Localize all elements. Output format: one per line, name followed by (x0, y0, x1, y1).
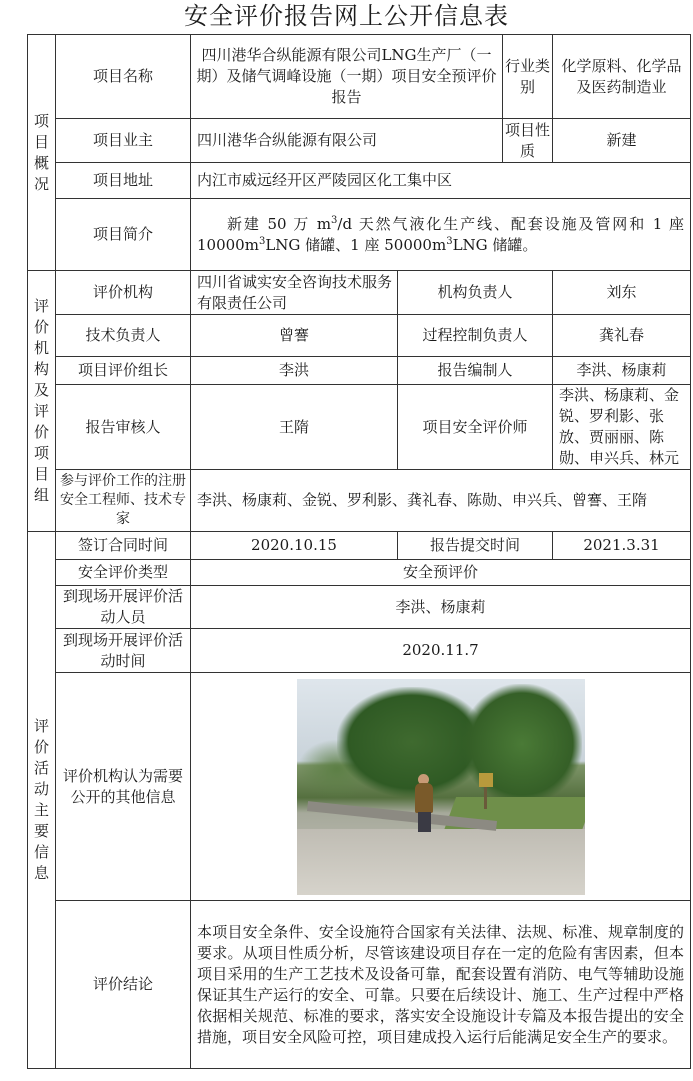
row-contract (28, 532, 691, 560)
evaluator-label: 项目安全评价师 (398, 385, 553, 470)
row-intro (28, 199, 691, 271)
evaluator-value: 李洪、杨康莉、金锐、罗利影、张放、贾丽丽、陈勋、申兴兵、林元 (553, 385, 691, 470)
engineers-value: 李洪、杨康莉、金锐、罗利影、龚礼春、陈勋、申兴兵、曾謇、王隋 (191, 470, 691, 532)
intro-label: 项目简介 (56, 199, 191, 271)
owner-label: 项目业主 (56, 119, 191, 163)
row-type (28, 560, 691, 586)
section-label-activity: 评价活动主要信息 (28, 532, 56, 1069)
type-value: 安全预评价 (191, 560, 691, 586)
info-table (27, 34, 691, 1069)
reviewer-label: 报告审核人 (56, 385, 191, 470)
site-time-label: 到现场开展评价活动时间 (56, 629, 191, 673)
row-tech-head (28, 315, 691, 357)
site-photo (297, 679, 585, 895)
row-owner (28, 119, 691, 163)
process-head-label: 过程控制负责人 (398, 315, 553, 357)
org-head-label: 机构负责人 (398, 271, 553, 315)
tech-head-label: 技术负责人 (56, 315, 191, 357)
row-leader (28, 357, 691, 385)
tech-head-value: 曾謇 (191, 315, 398, 357)
site-staff-label: 到现场开展评价活动人员 (56, 586, 191, 629)
section-label-org: 评价机构及评价项目组 (28, 271, 56, 532)
row-other-info (28, 673, 691, 901)
row-engineers (28, 470, 691, 532)
site-staff-value: 李洪、杨康莉 (191, 586, 691, 629)
contract-value: 2020.10.15 (191, 532, 398, 560)
page-title: 安全评价报告网上公开信息表 (184, 2, 509, 30)
project-name-label: 项目名称 (56, 35, 191, 119)
site-time-value: 2020.11.7 (191, 629, 691, 673)
org-label: 评价机构 (56, 271, 191, 315)
section-label-overview: 项目概况 (28, 35, 56, 271)
industry-value: 化学原料、化学品及医药制造业 (553, 35, 691, 119)
row-reviewer (28, 385, 691, 470)
org-head-value: 刘东 (553, 271, 691, 315)
writer-value: 李洪、杨康莉 (553, 357, 691, 385)
row-conclusion (28, 901, 691, 1069)
submit-value: 2021.3.31 (553, 532, 691, 560)
address-value: 内江市威远经开区严陵园区化工集中区 (191, 163, 691, 199)
type-label: 安全评价类型 (56, 560, 191, 586)
org-value: 四川省诚实安全咨询技术服务有限责任公司 (191, 271, 398, 315)
conclusion-label: 评价结论 (56, 901, 191, 1069)
owner-value: 四川港华合纵能源有限公司 (191, 119, 503, 163)
submit-label: 报告提交时间 (398, 532, 553, 560)
engineers-label: 参与评价工作的注册安全工程师、技术专家 (56, 470, 191, 532)
address-label: 项目地址 (56, 163, 191, 199)
row-site-time (28, 629, 691, 673)
row-address (28, 163, 691, 199)
other-label: 评价机构认为需要公开的其他信息 (56, 673, 191, 901)
leader-label: 项目评价组长 (56, 357, 191, 385)
leader-value: 李洪 (191, 357, 398, 385)
row-project-name (28, 35, 691, 119)
other-value (191, 673, 691, 901)
row-site-staff (28, 586, 691, 629)
nature-label: 项目性质 (503, 119, 553, 163)
process-head-value: 龚礼春 (553, 315, 691, 357)
writer-label: 报告编制人 (398, 357, 553, 385)
project-name-value: 四川港华合纵能源有限公司LNG生产厂（一期）及储气调峰设施（一期）项目安全预评价报告 (191, 35, 503, 119)
nature-value: 新建 (553, 119, 691, 163)
industry-label: 行业类别 (503, 35, 553, 119)
contract-label: 签订合同时间 (56, 532, 191, 560)
intro-value: 新建 50 万 $m^3/d$ 天然气液化生产线、配套设施及管网和 1 座 $10000m^3LNG$ 储罐、1 座 $50000m^3LNG$ 储罐。 (191, 199, 691, 271)
row-org (28, 271, 691, 315)
reviewer-value: 王隋 (191, 385, 398, 470)
conclusion-value: 本项目安全条件、安全设施符合国家有关法律、法规、标准、规章制度的要求。从项目性质分析，尽管该建设项目存在一定的危险有害因素，但本项目采用的生产工艺技术及设备可靠，配套设置有消防、电气等辅助设施保证其生产运行的安全、可靠。只要在后续设计、施工、生产过程中严格依据相关规范、标准的要求，落实安全设施设计专篇及本报告提出的安全措施，项目安全风险可控，项目建成投入运行后能满足安全生产的要求。 (191, 901, 691, 1069)
